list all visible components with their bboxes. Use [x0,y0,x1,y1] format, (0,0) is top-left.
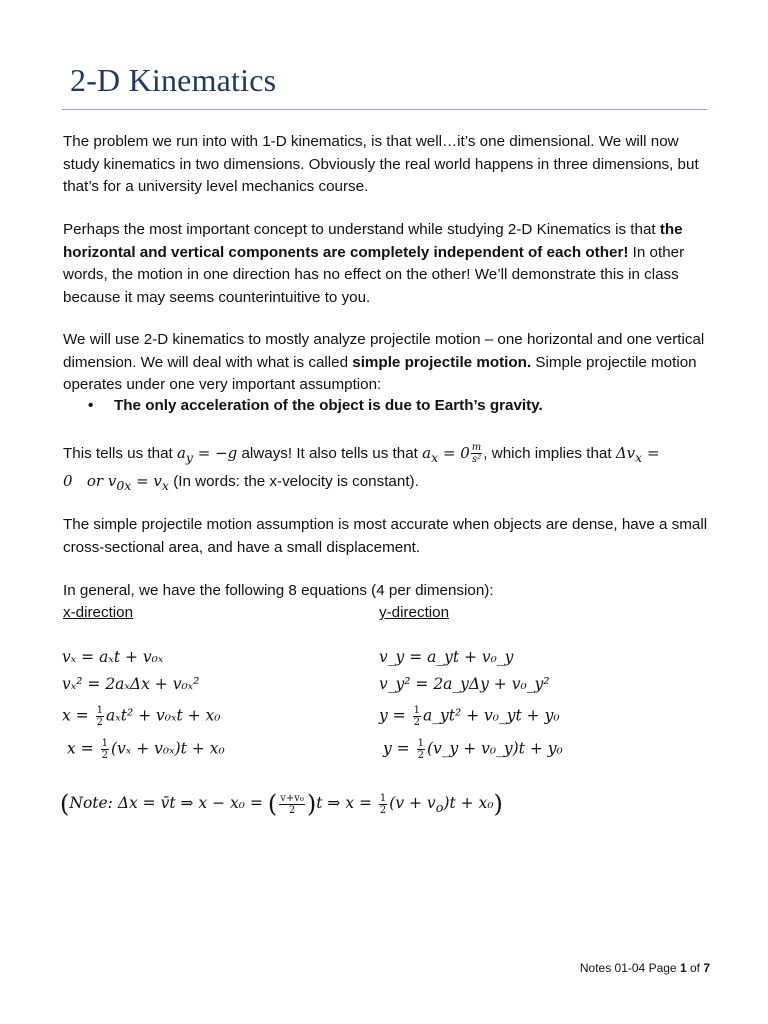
half-fraction: $\frac{1}{2}$ [96,705,103,728]
math: $\Delta v_x$ = [615,444,660,465]
projectile-paragraph [63,329,713,397]
bullet-dot-icon: • [88,397,94,414]
equation-x-position: x = $\frac{1}{2}$ aₓt² + v₀ₓt + x₀ [62,705,221,728]
text: Simple projectile motion operates under one very important assumption: [63,353,697,393]
text: In other words, the motion in one direction has no effect on the other! We’ll demonstrate this in class because it may seems counterintuitive to you. [63,243,685,306]
bullet-text: The only acceleration of the object is due to Earth’s gravity. [114,397,543,414]
assumption-bullet [88,397,543,414]
text: (In words: the x-velocity is constant). [168,472,419,490]
equation-x-average-velocity: x = $\frac{1}{2}$ (vₓ + v₀ₓ)t + x₀ [67,738,225,761]
math: $a_x = 0$ [422,444,470,465]
math: 0 or $v_{0x} = v_x$ [63,471,169,493]
y-direction-heading: y-direction [379,604,450,621]
half-fraction: $\frac{1}{2}$ [413,705,420,728]
half-fraction: $\frac{1}{2}$ [379,792,387,816]
equation-x-velocity-squared: vₓ² = 2aₓΔx + v₀ₓ² [62,675,200,693]
acceleration-paragraph [63,442,713,497]
title-underline [62,109,707,110]
equation-x-velocity: vₓ = aₓt + v₀ₓ [62,648,164,666]
emphasis: the horizontal and vertical components are completely independent of each other! [63,221,683,261]
unit-fraction: $\frac{m}{\text{s²}}$ [471,442,482,466]
equation-y-velocity-squared: v_y² = 2a_yΔy + v₀_y² [379,675,550,693]
equation-y-average-velocity: y = $\frac{1}{2}$ (v_y + v₀_y)t + y₀ [383,738,563,761]
note-equation: (Note: Δx = v̄t ⇒ x − x₀ = ( $\frac{\text{v+v₀}}{2}$ )t ⇒ x = $\frac{1}{2}$ $(v + v_o)t + x_0$) [60,790,503,818]
page-title: 2-D Kinematics [70,62,277,98]
average-velocity-fraction: $\frac{\text{v+v₀}}{2}$ [280,792,304,816]
equations-intro: In general, we have the following 8 equations (4 per dimension): [63,582,494,599]
x-direction-heading: x-direction [63,604,134,621]
page-footer: Notes 01-04 Page 1 of 7 [579,961,710,975]
text: This tells us that [63,445,177,462]
emphasis: simple projectile motion. [352,353,532,371]
assumption-accuracy-paragraph: The simple projectile motion assumption is most accurate when objects are dense, have a small cross-sectional area, and have a small displacement. [63,516,708,556]
intro-paragraph: The problem we run into with 1-D kinematics, is that well…it’s one dimensional. We will now study kinematics in two dimensions. Obviously the real world happens in three dimensions, but that’s for a university level mechanics course. [63,133,699,195]
half-fraction: $\frac{1}{2}$ [417,738,424,761]
independence-paragraph [63,219,713,309]
text: Perhaps the most important concept to understand while studying 2-D Kinematics is that [63,221,660,238]
text: always! It also tells us that [237,445,423,462]
equation-y-velocity: v_y = a_yt + v₀_y [379,648,514,666]
half-fraction: $\frac{1}{2}$ [101,738,108,761]
equation-y-position: y = $\frac{1}{2}$ a_yt² + v₀_yt + y₀ [379,705,560,728]
math: $a_y = -g$ [176,444,238,465]
text: , which implies that [483,445,616,462]
text: We will use 2-D kinematics to mostly analyze projectile motion – one horizontal and one vertical dimension. We will deal with what is called [63,331,705,371]
